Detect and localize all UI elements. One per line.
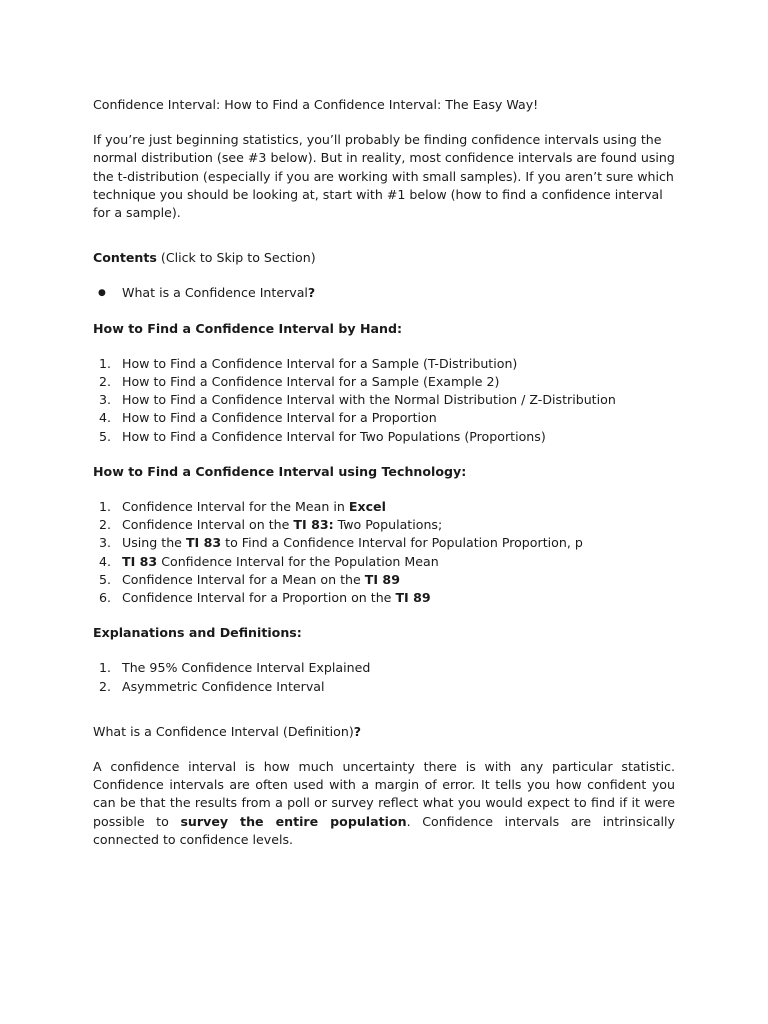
explanations-list (93, 659, 675, 695)
contents-bullet-list (93, 284, 675, 302)
list-item[interactable]: 3. How to Find a Confidence Interval with the Normal Distribution / Z-Distribution (98, 392, 616, 408)
contents-label: Contents (93, 250, 157, 266)
list-item[interactable]: 2. How to Find a Confidence Interval for a Sample (Example 2) (98, 374, 500, 390)
list-item[interactable]: 3. Using the TI 83 to Find a Confidence Interval for Population Proportion, p (98, 535, 583, 551)
contents-line (93, 249, 675, 267)
explanations-heading: Explanations and Definitions: (93, 625, 302, 641)
list-item[interactable]: 6. Confidence Interval for a Proportion on the TI 89 (98, 590, 431, 606)
list-item[interactable]: 2. Asymmetric Confidence Interval (98, 678, 325, 694)
list-item[interactable]: 1. Confidence Interval for the Mean in Excel (98, 499, 386, 515)
technology-list (93, 498, 675, 607)
survey-population-link[interactable]: survey the entire population (180, 813, 407, 829)
list-item[interactable]: 5. How to Find a Confidence Interval for Two Populations (Proportions) (98, 428, 546, 444)
contents-note: (Click to Skip to Section) (156, 250, 316, 266)
list-item[interactable]: 2. Confidence Interval on the TI 83: Two Populations; (98, 517, 443, 533)
definition-paragraph: A confidence interval is how much uncertainty there is with any particular statistic. Confidence intervals are often used with a margin of error. It tells you how confident you can be that the results from a poll or survey reflect what you would expect to find if it were possible to survey the entire population. Confidence intervals are intrinsically connected to confidence levels. (93, 759, 676, 847)
list-item[interactable]: 4. TI 83 Confidence Interval for the Population Mean (98, 553, 439, 569)
list-item[interactable]: 4. How to Find a Confidence Interval for a Proportion (98, 410, 437, 426)
document-body (93, 96, 675, 849)
list-item[interactable]: 5. Confidence Interval for a Mean on the TI 89 (98, 571, 400, 587)
by-hand-list (93, 355, 675, 446)
bullet-icon: ● (98, 288, 106, 299)
document-title: Confidence Interval: How to Find a Confidence Interval: The Easy Way! (93, 97, 539, 112)
technology-heading: How to Find a Confidence Interval using Technology: (93, 463, 467, 479)
intro-paragraph: If you’re just beginning statistics, you’ll probably be finding confidence intervals using the normal distribution (see #3 below). But in reality, most confidence intervals are found using the t-distribution (especially if you are working with small samples). If you aren’t sure which technique you should be looking at, start with #1 below (how to find a confidence interval for a sample). (93, 132, 675, 221)
list-item[interactable]: 1. The 95% Confidence Interval Explained (98, 660, 371, 676)
contents-link-what-is[interactable]: ● What is a Confidence Interval? (93, 284, 675, 302)
list-item[interactable]: 1. How to Find a Confidence Interval for a Sample (T-Distribution) (98, 355, 518, 371)
definition-heading: What is a Confidence Interval (Definition)? (93, 723, 362, 739)
by-hand-heading: How to Find a Confidence Interval by Hand: (93, 320, 403, 336)
